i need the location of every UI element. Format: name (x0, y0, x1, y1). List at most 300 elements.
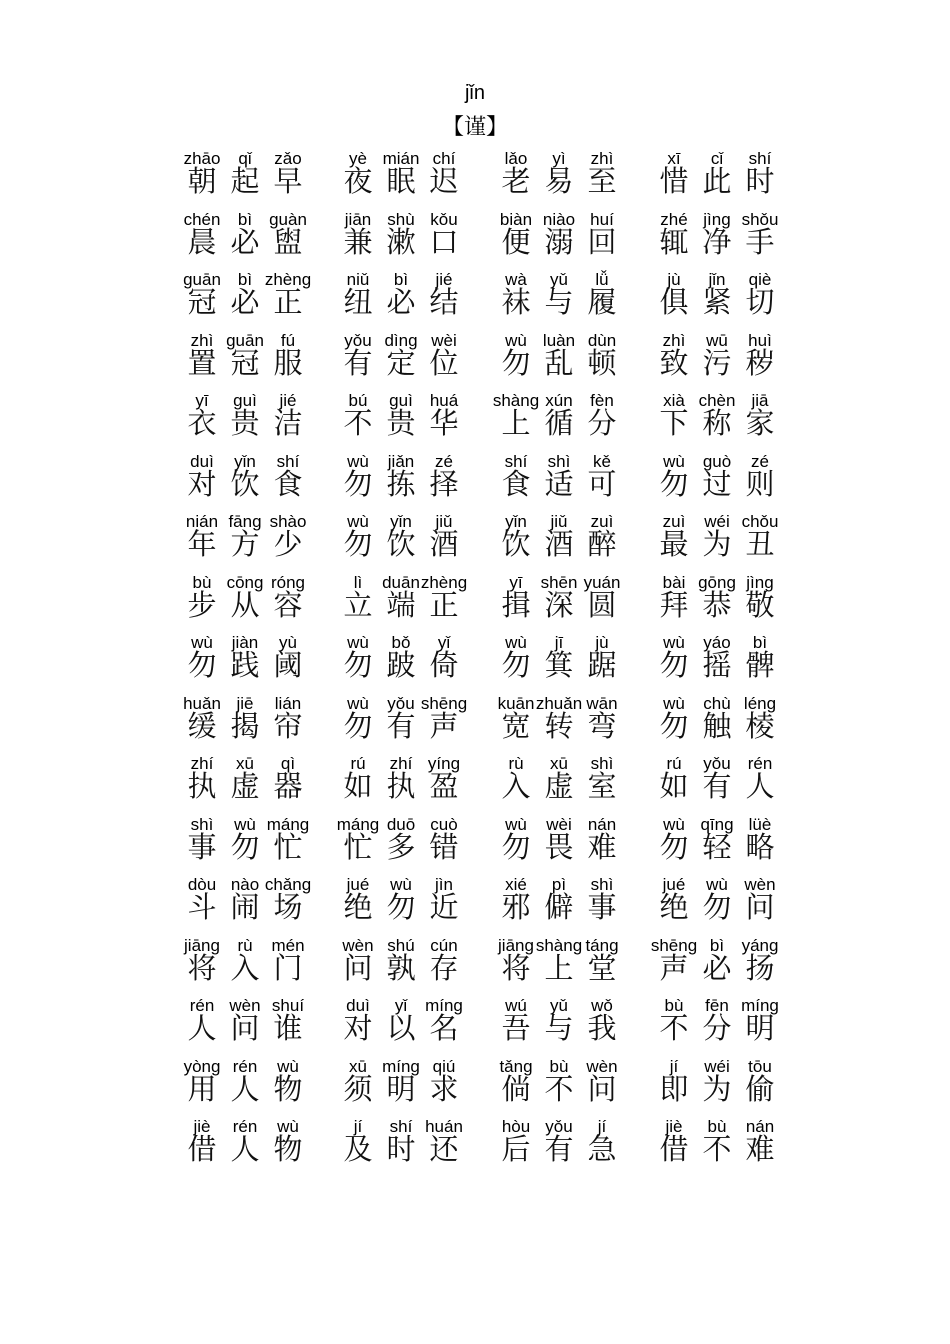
hanzi-character: 名 (429, 1011, 459, 1045)
hanzi-character: 斗 (187, 890, 217, 924)
pinyin-label: tǎng (499, 1056, 533, 1076)
pinyin-label: wù (347, 451, 369, 471)
character-cell (738, 1056, 782, 1116)
pinyin-label: guì (233, 391, 257, 410)
hanzi-character: 对 (187, 466, 217, 501)
pinyin-label: chí (432, 149, 456, 168)
hanzi-character: 眠 (386, 164, 416, 198)
pinyin-label: bù (707, 1117, 727, 1136)
hanzi-character: 为 (702, 1071, 732, 1106)
hanzi-character: 家 (745, 406, 775, 440)
pinyin-label: yǔ (550, 996, 568, 1015)
verse-line (0, 148, 950, 209)
character-cell (580, 693, 624, 753)
hanzi-character: 勿 (187, 648, 217, 682)
character-cell (580, 995, 624, 1055)
pinyin-label: wù (663, 451, 685, 471)
pinyin-label: wù (234, 814, 256, 834)
hanzi-character: 借 (187, 1132, 217, 1166)
hanzi-character: 难 (587, 829, 617, 864)
character-cell (266, 1116, 310, 1176)
character-cell (266, 572, 310, 632)
pinyin-label: hòu (501, 1117, 531, 1136)
pinyin-label: yǐ (394, 996, 408, 1015)
pinyin-label: wèi (546, 814, 572, 834)
pinyin-label: fú (280, 330, 296, 350)
hanzi-character: 早 (273, 164, 303, 198)
hanzi-character: 近 (429, 890, 459, 924)
hanzi-character: 正 (273, 285, 303, 319)
hanzi-character: 有 (544, 1132, 574, 1166)
pinyin-label: nào (230, 875, 260, 894)
pinyin-label: huì (748, 330, 772, 350)
pinyin-label: jìng (746, 572, 774, 592)
pinyin-label: shàng (535, 935, 583, 955)
pinyin-label: zhèng (420, 572, 468, 592)
phrase-group (652, 874, 782, 934)
pinyin-label: bù (549, 1056, 569, 1076)
character-cell (738, 814, 782, 874)
character-cell (738, 390, 782, 450)
pinyin-label: shì (547, 451, 571, 471)
pinyin-label: jǐn (708, 270, 726, 289)
phrase-group (652, 148, 782, 208)
hanzi-character: 立 (343, 587, 373, 622)
verse-grid (0, 148, 950, 1177)
pinyin-label: luàn (542, 330, 576, 350)
hanzi-character: 饮 (501, 527, 531, 561)
pinyin-label: wú (505, 996, 527, 1015)
hanzi-character: 畏 (544, 829, 574, 864)
hanzi-character: 贵 (230, 406, 260, 440)
pinyin-label: xū (550, 754, 568, 773)
pinyin-label: qiú (432, 1056, 456, 1076)
pinyin-label: bì (752, 633, 768, 652)
pinyin-label: lǎo (504, 149, 528, 168)
phrase-group (652, 632, 782, 692)
pinyin-label: chèn (698, 391, 736, 410)
pinyin-label: fēn (705, 996, 729, 1015)
pinyin-label: yuán (583, 572, 621, 592)
pinyin-label: duān (382, 572, 420, 592)
phrase-group (180, 511, 310, 571)
hanzi-character: 惜 (659, 164, 689, 198)
pinyin-label: máng (336, 814, 380, 834)
pinyin-label: shēng (650, 935, 698, 955)
character-cell (266, 269, 310, 329)
hanzi-character: 适 (544, 466, 574, 501)
hanzi-character: 践 (230, 648, 260, 682)
character-cell (266, 148, 310, 208)
hanzi-character: 勿 (702, 890, 732, 924)
hanzi-character: 与 (544, 285, 574, 319)
pinyin-label: yǐn (234, 451, 256, 471)
character-cell (738, 209, 782, 269)
character-cell (738, 451, 782, 511)
verse-line (0, 874, 950, 935)
hanzi-character: 可 (587, 466, 617, 501)
pinyin-label: wù (663, 693, 685, 713)
phrase-group (336, 753, 466, 813)
pinyin-label: jìng (703, 209, 731, 229)
character-cell (266, 753, 310, 813)
hanzi-character: 多 (386, 829, 416, 864)
hanzi-character: 事 (587, 890, 617, 924)
pinyin-label: wù (505, 330, 527, 350)
hanzi-character: 上 (544, 950, 574, 985)
pinyin-label: zé (751, 451, 769, 471)
pinyin-label: róng (270, 572, 306, 592)
hanzi-character: 揖 (501, 587, 531, 622)
hanzi-character: 结 (429, 285, 459, 319)
phrase-group (494, 632, 624, 692)
pinyin-label: jí (669, 1056, 679, 1076)
hanzi-character: 盈 (429, 769, 459, 803)
hanzi-character: 后 (501, 1132, 531, 1166)
pinyin-label: dòu (187, 875, 217, 894)
hanzi-character: 揭 (230, 708, 260, 743)
hanzi-character: 食 (501, 466, 531, 501)
pinyin-label: táng (585, 935, 619, 955)
character-cell (580, 814, 624, 874)
phrase-group (494, 451, 624, 511)
hanzi-character: 污 (702, 345, 732, 380)
hanzi-character: 求 (429, 1071, 459, 1106)
pinyin-label: wù (505, 814, 527, 834)
pinyin-label: dìng (384, 330, 418, 350)
pinyin-label: wèn (744, 875, 776, 894)
pinyin-label: jué (662, 875, 686, 894)
pinyin-label: wù (191, 633, 213, 652)
pinyin-label: tōu (748, 1056, 772, 1076)
pinyin-label: zhé (660, 209, 688, 229)
hanzi-character: 勿 (501, 648, 531, 682)
pinyin-label: zé (435, 451, 453, 471)
hanzi-character: 拜 (659, 587, 689, 622)
character-cell (580, 1056, 624, 1116)
hanzi-character: 借 (659, 1132, 689, 1166)
hanzi-character: 忙 (273, 829, 303, 864)
pinyin-label: mián (382, 149, 420, 168)
pinyin-label: wù (347, 693, 369, 713)
pinyin-label: wà (505, 270, 527, 289)
pinyin-label: rén (189, 996, 215, 1015)
pinyin-label: zhì (590, 149, 614, 168)
pinyin-label: xún (545, 391, 573, 410)
hanzi-character: 年 (187, 527, 217, 561)
pinyin-label: duì (190, 451, 214, 471)
hanzi-character: 谁 (273, 1011, 303, 1045)
hanzi-character: 问 (343, 950, 373, 985)
phrase-group (336, 874, 466, 934)
pinyin-label: rén (232, 1056, 258, 1076)
phrase-group (336, 1056, 466, 1116)
pinyin-label: yī (509, 572, 523, 592)
character-cell (266, 874, 310, 934)
hanzi-character: 手 (745, 224, 775, 259)
character-cell (580, 148, 624, 208)
pinyin-label: yáo (703, 633, 731, 652)
character-cell (738, 148, 782, 208)
character-cell (422, 632, 466, 692)
hanzi-character: 有 (702, 769, 732, 803)
pinyin-label: bì (393, 270, 409, 289)
pinyin-label: zhèng (264, 270, 312, 289)
phrase-group (652, 511, 782, 571)
character-cell (422, 1116, 466, 1176)
verse-line (0, 753, 950, 814)
pinyin-label: qīng (700, 814, 734, 834)
character-cell (266, 511, 310, 571)
pinyin-label: nán (587, 814, 617, 834)
hanzi-character: 勿 (501, 345, 531, 380)
phrase-group (494, 814, 624, 874)
hanzi-character: 夜 (343, 164, 373, 198)
character-cell (738, 511, 782, 571)
character-cell (266, 995, 310, 1055)
hanzi-character: 时 (745, 164, 775, 198)
hanzi-character: 洁 (273, 406, 303, 440)
pinyin-label: rú (666, 754, 682, 773)
hanzi-character: 人 (187, 1011, 217, 1045)
hanzi-character: 下 (659, 406, 689, 440)
character-cell (266, 451, 310, 511)
hanzi-character: 棱 (745, 708, 775, 743)
hanzi-character: 步 (187, 587, 217, 622)
pinyin-label: zuì (590, 512, 614, 531)
hanzi-character: 略 (745, 829, 775, 864)
hanzi-character: 少 (273, 527, 303, 561)
phrase-group (336, 390, 466, 450)
pinyin-label: bì (237, 270, 253, 289)
pinyin-label: wèn (229, 996, 261, 1015)
pinyin-label: bù (664, 996, 684, 1015)
hanzi-character: 勿 (659, 708, 689, 743)
phrase-group (652, 451, 782, 511)
pinyin-label: guò (702, 451, 732, 471)
verse-line (0, 390, 950, 451)
pinyin-label: kǒu (430, 209, 458, 229)
hanzi-character: 僻 (544, 890, 574, 924)
hanzi-character: 执 (187, 769, 217, 803)
hanzi-character: 倘 (501, 1071, 531, 1106)
pinyin-label: qiè (748, 270, 772, 289)
pinyin-label: dùn (587, 330, 617, 350)
hanzi-character: 及 (343, 1132, 373, 1166)
pinyin-label: jiǎn (387, 451, 415, 471)
hanzi-character: 袜 (501, 285, 531, 319)
pinyin-label: kuān (497, 693, 535, 713)
pinyin-label: jié (435, 270, 453, 289)
hanzi-character: 深 (544, 587, 574, 622)
pinyin-label: shú (387, 935, 415, 955)
character-cell (422, 753, 466, 813)
hanzi-character: 分 (702, 1011, 732, 1045)
character-cell (422, 511, 466, 571)
pinyin-label: fāng (228, 512, 262, 531)
pinyin-label: shǒu (741, 209, 779, 229)
character-cell (422, 693, 466, 753)
pinyin-label: fèn (590, 391, 614, 410)
pinyin-label: bì (237, 209, 253, 229)
hanzi-character: 声 (659, 950, 689, 985)
hanzi-character: 勿 (343, 708, 373, 743)
phrase-group (336, 451, 466, 511)
phrase-group (652, 693, 782, 753)
pinyin-label: shēng (420, 693, 468, 713)
hanzi-character: 帘 (273, 708, 303, 743)
pinyin-label: niào (542, 209, 576, 229)
pinyin-label: jí (353, 1117, 363, 1136)
hanzi-character: 循 (544, 406, 574, 440)
pinyin-label: shí (389, 1117, 413, 1136)
hanzi-character: 置 (187, 345, 217, 380)
hanzi-character: 如 (659, 769, 689, 803)
pinyin-label: gōng (698, 572, 736, 592)
phrase-group (336, 511, 466, 571)
verse-line (0, 209, 950, 270)
pinyin-label: zhāo (183, 149, 221, 168)
character-cell (580, 572, 624, 632)
title-pinyin: jǐn (464, 82, 485, 104)
hanzi-character: 拣 (386, 466, 416, 501)
hanzi-character: 难 (745, 1132, 775, 1166)
hanzi-character: 缓 (187, 708, 217, 743)
hanzi-character: 有 (343, 345, 373, 380)
pinyin-label: xià (663, 391, 685, 410)
verse-line (0, 1056, 950, 1117)
hanzi-character: 摇 (702, 648, 732, 682)
pinyin-label: jiàn (231, 633, 259, 652)
character-cell (580, 390, 624, 450)
character-cell (422, 995, 466, 1055)
phrase-group (494, 209, 624, 269)
pinyin-label: yǒu (387, 693, 415, 713)
pinyin-label: wān (586, 693, 618, 713)
pinyin-label: chén (183, 209, 221, 229)
pinyin-label: rù (237, 935, 253, 955)
pinyin-label: yī (195, 391, 209, 410)
phrase-group (652, 572, 782, 632)
verse-line (0, 935, 950, 996)
hanzi-character: 物 (273, 1132, 303, 1166)
hanzi-character: 衣 (187, 406, 217, 440)
character-cell (422, 148, 466, 208)
phrase-group (180, 935, 310, 995)
phrase-group (494, 511, 624, 571)
hanzi-character: 虚 (544, 769, 574, 803)
hanzi-character: 有 (386, 708, 416, 743)
hanzi-character: 易 (544, 164, 574, 198)
hanzi-character: 溺 (544, 224, 574, 259)
pinyin-label: shuí (271, 996, 305, 1015)
pinyin-label: lǚ (595, 270, 609, 289)
hanzi-character: 人 (230, 1071, 260, 1106)
hanzi-character: 冠 (230, 345, 260, 380)
phrase-group (652, 814, 782, 874)
pinyin-label: míng (425, 996, 463, 1015)
hanzi-character: 将 (501, 950, 531, 985)
hanzi-character: 问 (745, 890, 775, 924)
hanzi-character: 绝 (659, 890, 689, 924)
pinyin-label: yì (552, 149, 566, 168)
hanzi-character: 老 (501, 164, 531, 198)
pinyin-label: yǒu (545, 1117, 573, 1136)
phrase-group (494, 330, 624, 390)
hanzi-character: 食 (273, 466, 303, 501)
hanzi-character: 冠 (187, 285, 217, 319)
pinyin-label: wù (347, 633, 369, 652)
pinyin-label: shù (387, 209, 415, 229)
character-cell (738, 632, 782, 692)
pinyin-label: jiè (193, 1117, 211, 1136)
pinyin-label: chǎng (264, 875, 312, 894)
hanzi-character: 位 (429, 345, 459, 380)
character-cell (266, 693, 310, 753)
phrase-group (180, 753, 310, 813)
hanzi-character: 则 (745, 466, 775, 501)
hanzi-character: 兼 (343, 224, 373, 259)
phrase-group (180, 572, 310, 632)
hanzi-character: 声 (429, 708, 459, 743)
pinyin-label: nán (745, 1117, 775, 1136)
pinyin-label: rù (508, 754, 524, 773)
phrase-group (180, 632, 310, 692)
hanzi-character: 我 (587, 1011, 617, 1045)
hanzi-character: 虚 (230, 769, 260, 803)
hanzi-character: 问 (587, 1071, 617, 1106)
phrase-group (494, 269, 624, 329)
hanzi-character: 错 (429, 829, 459, 864)
pinyin-label: léng (743, 693, 777, 713)
pinyin-label: bì (709, 935, 725, 955)
hanzi-character: 忙 (343, 829, 373, 864)
hanzi-character: 切 (745, 285, 775, 319)
hanzi-character: 勿 (343, 527, 373, 561)
character-cell (422, 390, 466, 450)
pinyin-label: wù (663, 814, 685, 834)
hanzi-character: 执 (386, 769, 416, 803)
hanzi-character: 与 (544, 1011, 574, 1045)
character-cell (580, 269, 624, 329)
phrase-group (494, 693, 624, 753)
hanzi-character: 必 (230, 285, 260, 319)
phrase-group (494, 148, 624, 208)
hanzi-character: 朝 (187, 164, 217, 198)
hanzi-character: 饮 (230, 466, 260, 501)
pinyin-label: bú (348, 391, 368, 410)
hanzi-character: 急 (587, 1132, 617, 1166)
character-cell (738, 1116, 782, 1176)
pinyin-label: jiāng (498, 935, 534, 955)
pinyin-label: wù (505, 633, 527, 652)
pinyin-label: qì (280, 754, 296, 773)
phrase-group (180, 390, 310, 450)
phrase-group (336, 693, 466, 753)
character-cell (422, 874, 466, 934)
phrase-group (336, 209, 466, 269)
character-cell (422, 269, 466, 329)
pinyin-label: jù (667, 270, 681, 289)
character-cell (266, 632, 310, 692)
hanzi-character: 必 (230, 224, 260, 259)
phrase-group (336, 632, 466, 692)
character-cell (738, 935, 782, 995)
hanzi-character: 不 (659, 1011, 689, 1045)
hanzi-character: 勿 (659, 466, 689, 501)
character-cell (266, 935, 310, 995)
pinyin-label: jié (279, 391, 297, 410)
